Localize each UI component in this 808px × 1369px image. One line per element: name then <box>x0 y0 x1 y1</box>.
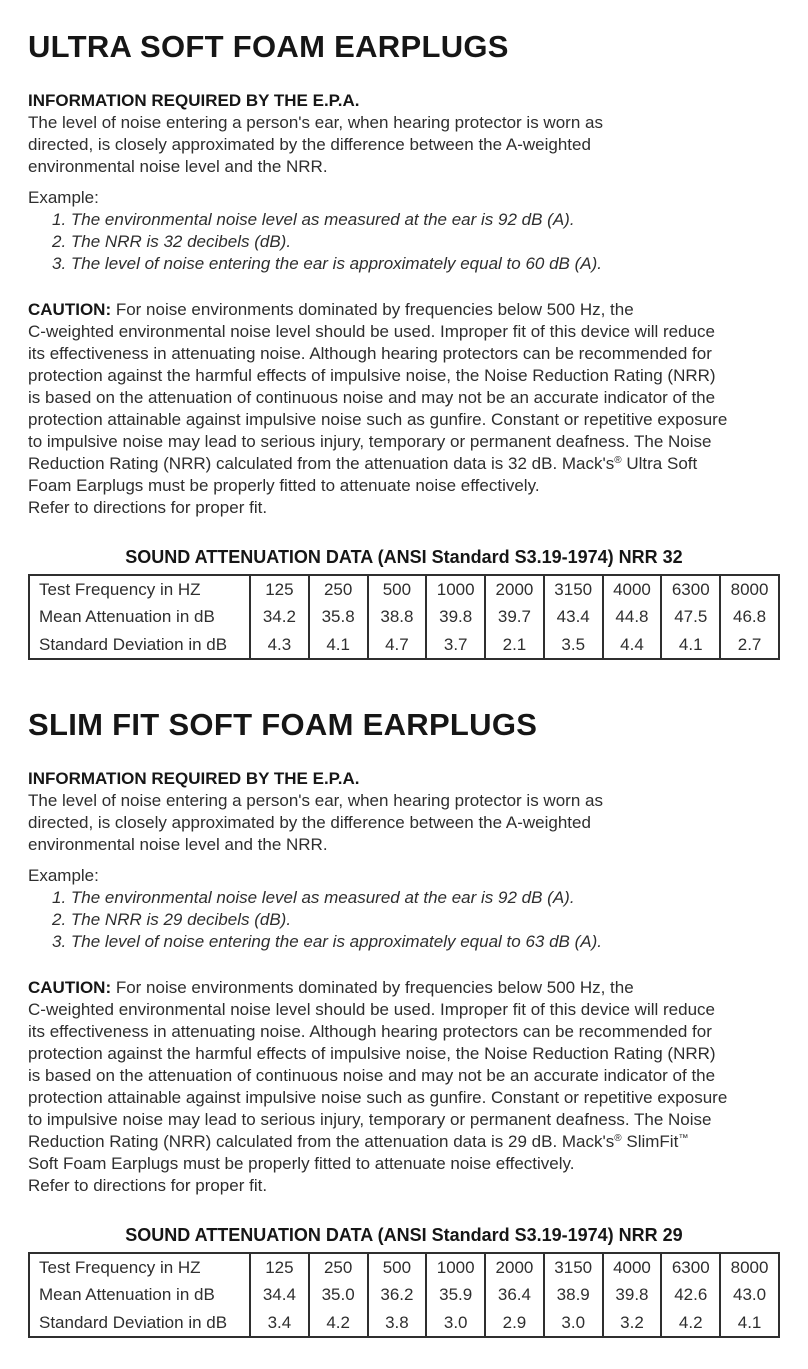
table-cell: 34.2 <box>250 603 309 631</box>
row-label: Test Frequency in HZ <box>39 579 201 599</box>
table-cell: 4.7 <box>368 631 427 659</box>
table-cell: 35.0 <box>309 1281 368 1309</box>
table-cell: 43.4 <box>544 603 603 631</box>
example-item-3: 3. The level of noise entering the ear is approximately equal to 63 dB (A). <box>52 932 602 951</box>
caution-line: its effectiveness in attenuating noise. Although hearing protectors can be recommended for <box>28 344 712 363</box>
row-label: Mean Attenuation in dB <box>39 1285 215 1304</box>
row-label: Test Frequency in HZ <box>39 1257 201 1277</box>
section-slim-fit-soft-foam-earplugs <box>28 708 784 1338</box>
table-cell: 3150 <box>544 575 603 603</box>
caution-line: C-weighted environmental noise level should be used. Improper fit of this device will reduce <box>28 1000 715 1019</box>
table-cell: 4000 <box>603 1253 662 1281</box>
caution-line-brand: Reduction Rating (NRR) calculated from the attenuation data is 29 dB. Mack's® SlimFit™ <box>28 1132 689 1151</box>
table-cell: 4.2 <box>309 1309 368 1337</box>
table-row-mean-attenuation <box>29 1281 779 1309</box>
table-row-standard-deviation <box>29 631 779 659</box>
table-cell: 38.9 <box>544 1281 603 1309</box>
epa-line: The level of noise entering a person's ear, when hearing protector is worn as <box>28 791 603 810</box>
example-label: Example: <box>28 188 99 207</box>
example-item-3: 3. The level of noise entering the ear is approximately equal to 60 dB (A). <box>52 254 602 273</box>
example-item-1: 1. The environmental noise level as measured at the ear is 92 dB (A). <box>52 888 575 907</box>
table-cell: 34.4 <box>250 1281 309 1309</box>
table-cell: 38.8 <box>368 603 427 631</box>
caution-line: protection attainable against impulsive noise such as gunfire. Constant or repetitive exposure <box>28 1088 728 1107</box>
table-cell: 35.9 <box>426 1281 485 1309</box>
registered-mark: ® <box>614 1133 622 1144</box>
table-cell: 42.6 <box>661 1281 720 1309</box>
epa-line: directed, is closely approximated by the difference between the A-weighted <box>28 135 591 154</box>
table-cell: 3150 <box>544 1253 603 1281</box>
table-cell: 3.0 <box>426 1309 485 1337</box>
table-cell: 2000 <box>485 575 544 603</box>
table-cell: 2.9 <box>485 1309 544 1337</box>
caution-line: Foam Earplugs must be properly fitted to attenuate noise effectively. <box>28 476 540 495</box>
product-title-ultra-soft: ULTRA SOFT FOAM EARPLUGS <box>28 29 509 64</box>
example-item-2: 2. The NRR is 29 decibels (dB). <box>52 910 292 929</box>
row-label: Mean Attenuation in dB <box>39 607 215 626</box>
refer-line: Refer to directions for proper fit. <box>28 498 268 517</box>
table-cell: 125 <box>250 575 309 603</box>
table-row-frequency <box>29 575 779 603</box>
table-cell: 4.1 <box>720 1309 779 1337</box>
table-cell: 35.8 <box>309 603 368 631</box>
table-cell: 39.8 <box>603 1281 662 1309</box>
table-cell: 47.5 <box>661 603 720 631</box>
table-cell: 6300 <box>661 575 720 603</box>
example-block <box>28 865 784 953</box>
attenuation-table-title: SOUND ATTENUATION DATA (ANSI Standard S3.19-1974) NRR 29 <box>125 1225 683 1245</box>
table-cell: 39.8 <box>426 603 485 631</box>
caution-line: is based on the attenuation of continuous noise and may not be an accurate indicator of the <box>28 1066 716 1085</box>
table-cell: 6300 <box>661 1253 720 1281</box>
table-cell: 2.1 <box>485 631 544 659</box>
table-cell: 250 <box>309 1253 368 1281</box>
row-label: Standard Deviation in dB <box>39 634 228 654</box>
table-cell: 3.2 <box>603 1309 662 1337</box>
table-cell: 3.4 <box>250 1309 309 1337</box>
epa-heading: INFORMATION REQUIRED BY THE E.P.A. <box>28 91 360 110</box>
table-cell: 3.8 <box>368 1309 427 1337</box>
table-cell: 8000 <box>720 1253 779 1281</box>
table-row-frequency <box>29 1253 779 1281</box>
caution-line: protection attainable against impulsive noise such as gunfire. Constant or repetitive exposure <box>28 410 728 429</box>
epa-paragraph <box>28 112 784 178</box>
example-item-1: 1. The environmental noise level as measured at the ear is 92 dB (A). <box>52 210 575 229</box>
table-cell: 4000 <box>603 575 662 603</box>
table-row-standard-deviation <box>29 1309 779 1337</box>
table-cell: 3.5 <box>544 631 603 659</box>
example-item-2: 2. The NRR is 32 decibels (dB). <box>52 232 292 251</box>
table-cell: 2.7 <box>720 631 779 659</box>
caution-line: Soft Foam Earplugs must be properly fitted to attenuate noise effectively. <box>28 1154 575 1173</box>
section-ultra-soft-foam-earplugs <box>28 30 784 660</box>
caution-label: CAUTION: <box>28 300 112 319</box>
table-cell: 4.2 <box>661 1309 720 1337</box>
example-label: Example: <box>28 866 99 885</box>
caution-paragraph <box>28 977 784 1197</box>
caution-line-brand: Reduction Rating (NRR) calculated from the attenuation data is 32 dB. Mack's® Ultra Soft <box>28 454 698 473</box>
epa-line: directed, is closely approximated by the difference between the A-weighted <box>28 813 591 832</box>
table-cell: 8000 <box>720 575 779 603</box>
caution-line: protection against the harmful effects of impulsive noise, the Noise Reduction Rating (NRR) <box>28 1044 716 1063</box>
table-cell: 250 <box>309 575 368 603</box>
epa-line: environmental noise level and the NRR. <box>28 835 328 854</box>
product-title-slim-fit: SLIM FIT SOFT FOAM EARPLUGS <box>28 707 538 742</box>
table-cell: 1000 <box>426 575 485 603</box>
caution-line: its effectiveness in attenuating noise. Although hearing protectors can be recommended for <box>28 1022 712 1041</box>
caution-line: C-weighted environmental noise level should be used. Improper fit of this device will reduce <box>28 322 715 341</box>
attenuation-table-nrr32 <box>28 574 780 660</box>
caution-line: is based on the attenuation of continuous noise and may not be an accurate indicator of the <box>28 388 716 407</box>
example-block <box>28 187 784 275</box>
registered-mark: ® <box>614 455 622 466</box>
caution-paragraph <box>28 299 784 519</box>
table-cell: 500 <box>368 1253 427 1281</box>
epa-line: environmental noise level and the NRR. <box>28 157 328 176</box>
caution-label: CAUTION: <box>28 978 112 997</box>
table-cell: 44.8 <box>603 603 662 631</box>
table-cell: 3.0 <box>544 1309 603 1337</box>
table-cell: 43.0 <box>720 1281 779 1309</box>
table-cell: 3.7 <box>426 631 485 659</box>
table-cell: 36.4 <box>485 1281 544 1309</box>
table-cell: 2000 <box>485 1253 544 1281</box>
caution-line: to impulsive noise may lead to serious injury, temporary or permanent deafness. The Noise <box>28 432 712 451</box>
table-cell: 500 <box>368 575 427 603</box>
table-row-mean-attenuation <box>29 603 779 631</box>
caution-line: CAUTION: For noise environments dominated by frequencies below 500 Hz, the <box>28 300 634 319</box>
caution-line: to impulsive noise may lead to serious injury, temporary or permanent deafness. The Noise <box>28 1110 712 1129</box>
table-cell: 46.8 <box>720 603 779 631</box>
table-cell: 4.4 <box>603 631 662 659</box>
trademark-mark: ™ <box>678 1133 689 1144</box>
epa-line: The level of noise entering a person's ear, when hearing protector is worn as <box>28 113 603 132</box>
table-cell: 36.2 <box>368 1281 427 1309</box>
table-cell: 4.1 <box>661 631 720 659</box>
caution-line: protection against the harmful effects of impulsive noise, the Noise Reduction Rating (NRR) <box>28 366 716 385</box>
table-cell: 1000 <box>426 1253 485 1281</box>
epa-paragraph <box>28 790 784 856</box>
epa-heading: INFORMATION REQUIRED BY THE E.P.A. <box>28 769 360 788</box>
table-cell: 39.7 <box>485 603 544 631</box>
attenuation-table-nrr29 <box>28 1252 780 1338</box>
refer-line: Refer to directions for proper fit. <box>28 1176 268 1195</box>
caution-line: CAUTION: For noise environments dominated by frequencies below 500 Hz, the <box>28 978 634 997</box>
table-cell: 4.1 <box>309 631 368 659</box>
attenuation-table-title: SOUND ATTENUATION DATA (ANSI Standard S3.19-1974) NRR 32 <box>125 547 683 567</box>
table-cell: 125 <box>250 1253 309 1281</box>
table-cell: 4.3 <box>250 631 309 659</box>
row-label: Standard Deviation in dB <box>39 1312 228 1332</box>
